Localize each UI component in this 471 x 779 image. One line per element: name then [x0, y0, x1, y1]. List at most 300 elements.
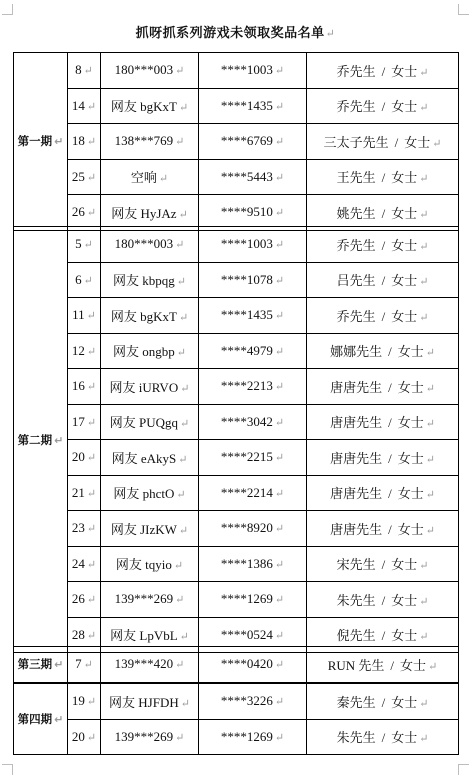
paragraph-mark-icon: ↵ — [175, 65, 185, 78]
entry-number-cell-text: 14 — [71, 97, 85, 113]
entry-number-cell-text: 7 — [75, 656, 82, 672]
entry-number-cell-text: 18 — [71, 133, 85, 149]
entry-number-cell — [68, 53, 101, 89]
entry-number-cell-text: 8 — [75, 62, 82, 78]
winner-name-text: 吕先生 — [336, 273, 376, 289]
paragraph-mark-icon: ↵ — [86, 136, 97, 149]
user-name-cell-text: 网友 HyJAz — [111, 205, 177, 221]
winner-name-cell — [307, 262, 459, 298]
paragraph-mark-icon: ↵ — [274, 523, 285, 536]
user-name-cell — [101, 440, 199, 476]
period-table — [13, 226, 459, 653]
winner-suffix-text: 女士 — [397, 379, 424, 395]
paragraph-mark-icon: ↵ — [178, 311, 189, 324]
entry-number-cell-text: 20 — [71, 728, 85, 744]
paragraph-mark-icon: ↵ — [274, 65, 285, 78]
paragraph-mark-icon: ↵ — [54, 713, 64, 726]
winner-suffix-text: 女士 — [391, 694, 418, 710]
entry-number-cell-text: 19 — [71, 693, 85, 709]
paragraph-mark-icon: ↵ — [425, 347, 435, 360]
user-name-cell — [101, 511, 199, 547]
user-name-cell — [101, 369, 199, 405]
winner-name-cell — [307, 546, 459, 582]
winner-name-text: 乔先生 — [336, 99, 376, 115]
paragraph-mark-icon: ↵ — [274, 594, 285, 607]
period-label — [14, 684, 68, 755]
user-name-cell-text: 网友 kbpqg — [113, 273, 175, 289]
user-name-cell-text: 网友 JIzKW — [110, 521, 177, 537]
user-name-cell-text: 网友 eAkyS — [111, 450, 177, 466]
winner-name-text: 乔先生 — [336, 308, 376, 324]
user-name-cell — [101, 124, 199, 160]
paragraph-mark-icon: ↵ — [178, 102, 189, 115]
period-label-text: 第四期 — [17, 712, 53, 726]
winner-suffix-text: 女士 — [397, 344, 424, 360]
user-name-cell — [101, 475, 199, 511]
masked-id-cell — [199, 475, 307, 511]
entry-number-cell-text: 28 — [71, 626, 85, 642]
entry-number-cell — [68, 333, 101, 369]
paragraph-mark-icon: ↵ — [175, 239, 185, 252]
paragraph-mark-icon: ↵ — [428, 660, 438, 673]
user-name-cell-text: 网友 phctO — [113, 486, 175, 502]
paragraph-mark-icon: ↵ — [54, 135, 64, 149]
winner-suffix-text: 女士 — [391, 628, 418, 644]
winner-name-cell — [307, 227, 459, 263]
table-row — [14, 88, 459, 124]
separator-slash: / — [381, 237, 386, 253]
paragraph-mark-icon: ↵ — [274, 629, 285, 642]
table-row — [14, 582, 459, 618]
masked-id-cell — [199, 546, 307, 582]
winner-name-cell — [307, 159, 459, 195]
period-table — [13, 646, 459, 683]
winner-name-cell — [307, 195, 459, 231]
paragraph-mark-icon: ↵ — [425, 524, 435, 537]
masked-id-cell-text: ****1386 — [220, 555, 273, 571]
paragraph-mark-icon: ↵ — [83, 65, 93, 78]
masked-id-cell-text: ****5443 — [220, 168, 273, 184]
masked-id-cell — [199, 262, 307, 298]
user-name-cell-text: 180***003 — [114, 62, 174, 78]
separator-slash: / — [381, 205, 386, 221]
paragraph-mark-icon: ↵ — [54, 433, 64, 447]
paragraph-mark-icon: ↵ — [274, 239, 285, 252]
winner-suffix-text: 女士 — [391, 557, 418, 573]
period-label — [14, 227, 68, 653]
paragraph-mark-icon: ↵ — [419, 240, 429, 253]
paragraph-mark-icon: ↵ — [86, 416, 97, 429]
winner-name-cell — [307, 298, 459, 334]
user-name-cell — [101, 404, 199, 440]
entry-number-cell — [68, 582, 101, 618]
paragraph-mark-icon: ↵ — [325, 27, 336, 40]
table-row — [14, 262, 459, 298]
entry-number-cell-text: 16 — [71, 378, 85, 394]
masked-id-cell-text: ****8920 — [220, 520, 273, 536]
user-name-cell — [101, 719, 199, 755]
user-name-cell-text: 网友 bgKxT — [110, 99, 177, 115]
paragraph-mark-icon: ↵ — [419, 733, 429, 746]
paragraph-mark-icon: ↵ — [86, 629, 97, 642]
entry-number-cell-text: 6 — [75, 271, 82, 287]
entry-number-cell — [68, 475, 101, 511]
separator-slash: / — [381, 628, 386, 644]
winner-name-text: 秦先生 — [336, 694, 376, 710]
paragraph-mark-icon: ↵ — [83, 239, 93, 252]
page-corner-mark — [2, 4, 13, 15]
paragraph-mark-icon: ↵ — [180, 382, 190, 395]
entry-number-cell — [68, 262, 101, 298]
winner-name-cell — [307, 88, 459, 124]
paragraph-mark-icon: ↵ — [178, 524, 189, 537]
entry-number-cell-text: 11 — [72, 307, 85, 323]
user-name-cell-text: 网友 ongbp — [113, 344, 175, 360]
separator-slash: / — [381, 308, 386, 324]
entry-number-cell-text: 21 — [71, 484, 85, 500]
entry-number-cell-text: 12 — [71, 342, 85, 358]
period-label-text: 第一期 — [17, 134, 53, 149]
winner-name-text: 乔先生 — [336, 237, 376, 253]
paragraph-mark-icon: ↵ — [86, 310, 96, 323]
user-name-cell — [101, 88, 199, 124]
page-corner-mark — [458, 4, 469, 15]
paragraph-mark-icon: ↵ — [175, 594, 185, 607]
paragraph-mark-icon: ↵ — [175, 136, 185, 149]
user-name-cell-text: 空响 — [130, 170, 157, 186]
masked-id-cell-text: ****0524 — [220, 626, 273, 642]
winner-suffix-text: 女士 — [397, 486, 424, 502]
paragraph-mark-icon: ↵ — [54, 658, 64, 672]
paragraph-mark-icon: ↵ — [274, 207, 285, 220]
paragraph-mark-icon: ↵ — [178, 453, 188, 466]
separator-slash: / — [381, 99, 386, 115]
table-row — [14, 298, 459, 334]
paragraph-mark-icon: ↵ — [173, 560, 184, 573]
winner-name-text: 倪先生 — [336, 628, 376, 644]
document-title — [0, 22, 471, 41]
entry-number-cell — [68, 546, 101, 582]
paragraph-mark-icon: ↵ — [86, 523, 97, 536]
masked-id-cell-text: ****1435 — [220, 97, 273, 113]
page-corner-mark — [458, 764, 469, 775]
masked-id-cell — [199, 124, 307, 160]
page-corner-mark — [2, 764, 13, 775]
paragraph-mark-icon: ↵ — [419, 595, 429, 608]
winner-suffix-text: 女士 — [391, 170, 418, 186]
winner-name-cell — [307, 440, 459, 476]
table-row — [14, 53, 459, 89]
paragraph-mark-icon: ↵ — [180, 418, 190, 431]
entry-number-cell-text: 20 — [71, 449, 85, 465]
user-name-cell — [101, 195, 199, 231]
entry-number-cell — [68, 88, 101, 124]
winner-name-text: 朱先生 — [336, 730, 376, 746]
winner-name-cell — [307, 404, 459, 440]
separator-slash: / — [388, 521, 392, 537]
separator-slash: / — [381, 730, 386, 746]
period-label-text: 第三期 — [17, 657, 53, 672]
table-row — [14, 511, 459, 547]
winner-name-cell — [307, 582, 459, 618]
paragraph-mark-icon: ↵ — [419, 102, 429, 115]
paragraph-mark-icon: ↵ — [274, 274, 285, 287]
masked-id-cell — [199, 159, 307, 195]
separator-slash: / — [388, 379, 392, 395]
period-label — [14, 53, 68, 231]
paragraph-mark-icon: ↵ — [86, 381, 97, 394]
winner-suffix-text: 女士 — [391, 273, 418, 289]
winner-suffix-text: 女士 — [397, 450, 424, 466]
table-row — [14, 195, 459, 231]
period-label — [14, 647, 68, 683]
winner-name-text: 唐唐先生 — [330, 521, 383, 537]
entry-number-cell-text: 24 — [71, 555, 85, 571]
user-name-cell-text: 138***769 — [114, 133, 174, 149]
paragraph-mark-icon: ↵ — [86, 731, 97, 744]
document-title-text: 抓呀抓系列游戏未领取奖品名单 — [135, 26, 325, 41]
user-name-cell-text: 网友 iURVO — [109, 379, 179, 395]
entry-number-cell — [68, 404, 101, 440]
paragraph-mark-icon: ↵ — [179, 631, 189, 644]
paragraph-mark-icon: ↵ — [274, 696, 285, 709]
user-name-cell — [101, 582, 199, 618]
paragraph-mark-icon: ↵ — [419, 697, 429, 710]
winner-name-text: 乔先生 — [336, 63, 376, 79]
winner-name-cell — [307, 124, 459, 160]
winner-name-cell — [307, 333, 459, 369]
paragraph-mark-icon: ↵ — [419, 66, 429, 79]
user-name-cell-text: 139***269 — [114, 591, 174, 607]
entry-number-cell-text: 23 — [71, 520, 85, 536]
winner-name-text: 唐唐先生 — [330, 486, 383, 502]
table-row — [14, 475, 459, 511]
entry-number-cell — [68, 511, 101, 547]
entry-number-cell — [68, 124, 101, 160]
masked-id-cell — [199, 53, 307, 89]
paragraph-mark-icon: ↵ — [86, 100, 97, 113]
winner-suffix-text: 女士 — [391, 205, 418, 221]
masked-id-cell — [199, 404, 307, 440]
user-name-cell — [101, 298, 199, 334]
paragraph-mark-icon: ↵ — [86, 171, 97, 184]
winner-suffix-text: 女士 — [391, 730, 418, 746]
paragraph-mark-icon: ↵ — [274, 558, 285, 571]
table-row — [14, 159, 459, 195]
separator-slash: / — [381, 63, 386, 79]
winner-name-cell — [307, 475, 459, 511]
paragraph-mark-icon: ↵ — [425, 418, 435, 431]
masked-id-cell-text: ****3226 — [220, 693, 273, 709]
separator-slash: / — [381, 170, 386, 186]
table-row — [14, 404, 459, 440]
paragraph-mark-icon: ↵ — [86, 345, 97, 358]
paragraph-mark-icon: ↵ — [274, 100, 285, 113]
table-row — [14, 546, 459, 582]
paragraph-mark-icon: ↵ — [83, 659, 93, 672]
masked-id-cell-text: ****9510 — [220, 204, 273, 220]
paragraph-mark-icon: ↵ — [86, 594, 97, 607]
entry-number-cell — [68, 440, 101, 476]
paragraph-mark-icon: ↵ — [176, 276, 186, 289]
winner-name-cell — [307, 511, 459, 547]
winner-name-text: 唐唐先生 — [330, 379, 383, 395]
winner-name-text: RUN 先生 — [327, 657, 385, 673]
paragraph-mark-icon: ↵ — [175, 731, 185, 744]
entry-number-cell — [68, 369, 101, 405]
winner-suffix-text: 女士 — [391, 63, 418, 79]
entry-number-cell-text: 26 — [71, 204, 85, 220]
paragraph-mark-icon: ↵ — [158, 173, 169, 186]
winner-name-text: 娜娜先生 — [330, 344, 383, 360]
entry-number-cell-text: 17 — [71, 413, 85, 429]
user-name-cell — [101, 159, 199, 195]
paragraph-mark-icon: ↵ — [274, 381, 285, 394]
masked-id-cell-text: ****0420 — [220, 656, 273, 672]
user-name-cell-text: 网友 PUQgq — [109, 415, 179, 431]
paragraph-mark-icon: ↵ — [176, 489, 186, 502]
paragraph-mark-icon: ↵ — [176, 347, 186, 360]
user-name-cell-text: 网友 LpVbL — [110, 628, 178, 644]
paragraph-mark-icon: ↵ — [86, 452, 97, 465]
separator-slash: / — [394, 134, 399, 150]
separator-slash: / — [381, 557, 386, 573]
masked-id-cell — [199, 195, 307, 231]
masked-id-cell-text: ****1078 — [220, 271, 273, 287]
separator-slash: / — [388, 415, 392, 431]
winner-name-text: 唐唐先生 — [330, 415, 383, 431]
paragraph-mark-icon: ↵ — [274, 136, 285, 149]
paragraph-mark-icon: ↵ — [432, 137, 442, 150]
user-name-cell — [101, 53, 199, 89]
winner-name-cell — [307, 684, 459, 720]
user-name-cell-text: 网友 HJFDH — [109, 694, 179, 710]
paragraph-mark-icon: ↵ — [83, 274, 93, 287]
winner-suffix-text: 女士 — [397, 415, 424, 431]
user-name-cell — [101, 546, 199, 582]
user-name-cell — [101, 647, 199, 683]
paragraph-mark-icon: ↵ — [419, 631, 429, 644]
masked-id-cell — [199, 88, 307, 124]
table-row — [14, 647, 459, 683]
entry-number-cell — [68, 227, 101, 263]
table-row — [14, 719, 459, 755]
paragraph-mark-icon: ↵ — [175, 659, 185, 672]
masked-id-cell — [199, 647, 307, 683]
winner-name-text: 三太子先生 — [323, 134, 389, 150]
paragraph-mark-icon: ↵ — [419, 560, 429, 573]
table-row — [14, 333, 459, 369]
masked-id-cell-text: ****6769 — [220, 133, 273, 149]
winner-suffix-text: 女士 — [400, 657, 427, 673]
user-name-cell — [101, 333, 199, 369]
paragraph-mark-icon: ↵ — [178, 208, 188, 221]
separator-slash: / — [381, 694, 386, 710]
paragraph-mark-icon: ↵ — [274, 487, 285, 500]
user-name-cell-text: 网友 tqyio — [115, 557, 172, 573]
user-name-cell — [101, 262, 199, 298]
paragraph-mark-icon: ↵ — [274, 416, 285, 429]
separator-slash: / — [388, 486, 392, 502]
winner-name-cell — [307, 369, 459, 405]
masked-id-cell-text: ****1003 — [220, 62, 273, 78]
entry-number-cell — [68, 298, 101, 334]
masked-id-cell-text: ****2215 — [220, 449, 273, 465]
winner-suffix-text: 女士 — [397, 521, 424, 537]
masked-id-cell — [199, 333, 307, 369]
winner-suffix-text: 女士 — [391, 592, 418, 608]
paragraph-mark-icon: ↵ — [180, 697, 190, 710]
table-row — [14, 227, 459, 263]
masked-id-cell-text: ****4979 — [220, 342, 273, 358]
paragraph-mark-icon: ↵ — [274, 310, 285, 323]
user-name-cell — [101, 684, 199, 720]
paragraph-mark-icon: ↵ — [86, 487, 97, 500]
masked-id-cell-text: ****1435 — [220, 307, 273, 323]
paragraph-mark-icon: ↵ — [86, 558, 97, 571]
paragraph-mark-icon: ↵ — [274, 345, 285, 358]
masked-id-cell — [199, 684, 307, 720]
user-name-cell-text: 139***420 — [114, 656, 174, 672]
paragraph-mark-icon: ↵ — [274, 731, 285, 744]
masked-id-cell — [199, 298, 307, 334]
paragraph-mark-icon: ↵ — [274, 659, 285, 672]
entry-number-cell-text: 25 — [71, 168, 85, 184]
paragraph-mark-icon: ↵ — [419, 173, 429, 186]
table-row — [14, 369, 459, 405]
separator-slash: / — [388, 450, 392, 466]
paragraph-mark-icon: ↵ — [419, 208, 429, 221]
winner-suffix-text: 女士 — [391, 308, 418, 324]
entry-number-cell-text: 5 — [75, 236, 82, 252]
winner-name-text: 朱先生 — [336, 592, 376, 608]
winner-name-text: 王先生 — [336, 170, 376, 186]
entry-number-cell — [68, 195, 101, 231]
winner-name-cell — [307, 719, 459, 755]
winner-suffix-text: 女士 — [391, 99, 418, 115]
separator-slash: / — [381, 592, 386, 608]
table-row — [14, 124, 459, 160]
user-name-cell-text: 网友 bgKxT — [110, 308, 177, 324]
separator-slash: / — [388, 344, 392, 360]
masked-id-cell-text: ****2213 — [220, 378, 273, 394]
entry-number-cell — [68, 684, 101, 720]
paragraph-mark-icon: ↵ — [425, 382, 435, 395]
masked-id-cell-text: ****1269 — [220, 728, 273, 744]
period-table — [13, 683, 459, 755]
paragraph-mark-icon: ↵ — [86, 207, 97, 220]
paragraph-mark-icon: ↵ — [425, 453, 435, 466]
entry-number-cell-text: 26 — [71, 591, 85, 607]
entry-number-cell — [68, 159, 101, 195]
paragraph-mark-icon: ↵ — [274, 452, 285, 465]
masked-id-cell — [199, 511, 307, 547]
winner-suffix-text: 女士 — [404, 134, 431, 150]
entry-number-cell — [68, 719, 101, 755]
entry-number-cell — [68, 647, 101, 683]
paragraph-mark-icon: ↵ — [419, 276, 429, 289]
user-name-cell-text: 139***269 — [114, 728, 174, 744]
user-name-cell-text: 180***003 — [114, 236, 174, 252]
paragraph-mark-icon: ↵ — [274, 171, 285, 184]
masked-id-cell — [199, 227, 307, 263]
masked-id-cell-text: ****1003 — [220, 236, 273, 252]
paragraph-mark-icon: ↵ — [86, 696, 97, 709]
winner-name-cell — [307, 53, 459, 89]
user-name-cell — [101, 227, 199, 263]
separator-slash: / — [390, 657, 395, 673]
masked-id-cell — [199, 369, 307, 405]
